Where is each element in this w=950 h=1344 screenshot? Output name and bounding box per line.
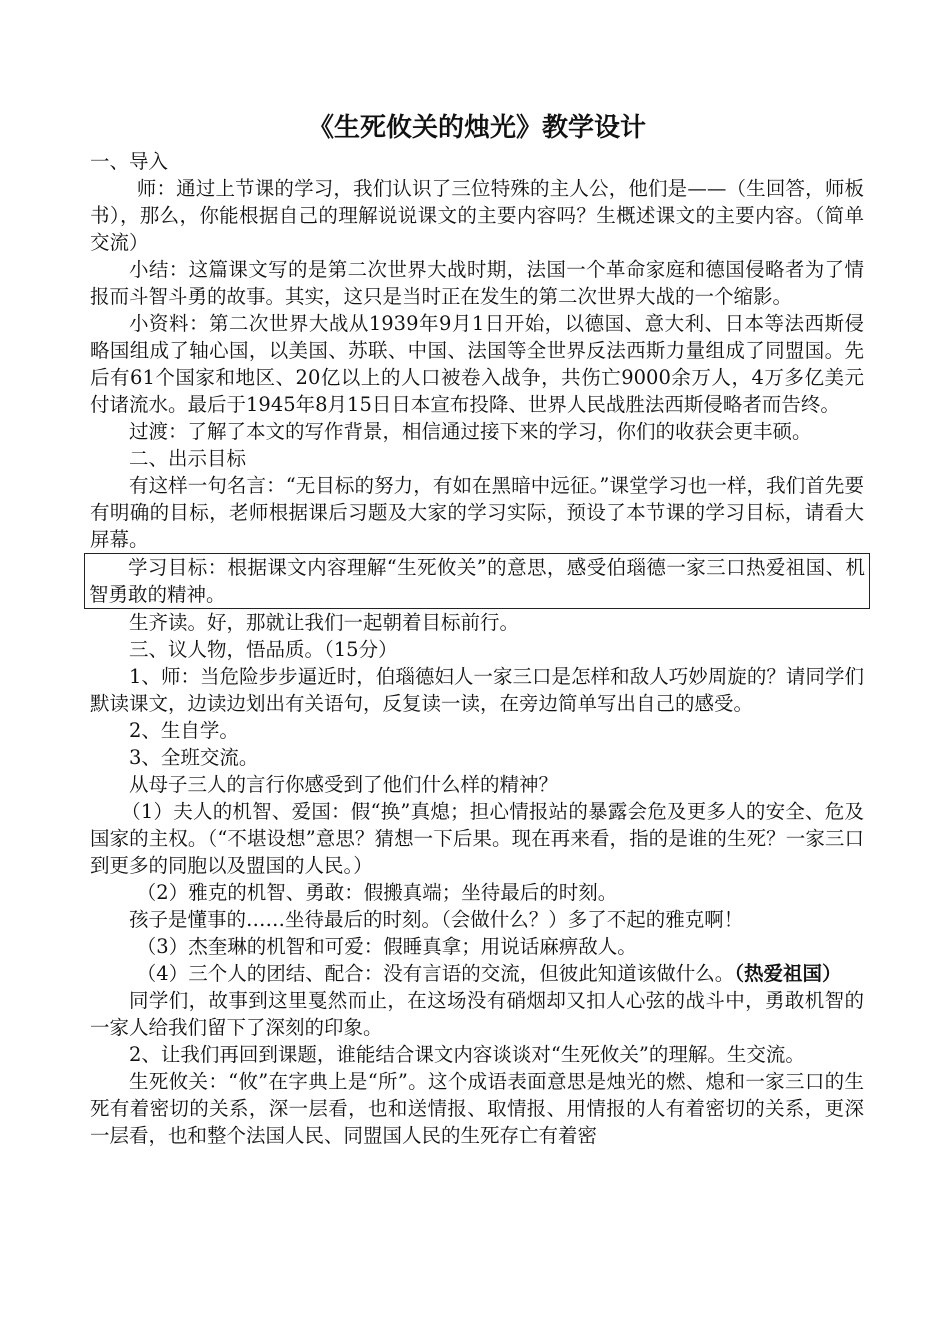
- document-title: 《生死攸关的烛光》教学设计: [307, 113, 646, 143]
- paragraph-idiom-explanation: 生死攸关：“攸”在字典上是“所”。这个成语表面意思是烛光的燃、熄和一家三口的生死有着密切的关系，深一层看，也和送情报、取情报、用情报的人有着密切的关系，更深一层看，也和整个法国人民、同盟国人民的生死存亡有着密: [90, 1070, 864, 1147]
- paragraph-point-1: （1）夫人的机智、爱国：假“换”真熄；担心情报站的暴露会危及更多人的安全、危及国家的主权。（“不堪设想”意思？猜想一下后果。现在再来看，指的是谁的生死？一家三口到更多的同胞以及盟国的人民。）: [90, 800, 864, 877]
- document-page: [90, 108, 864, 1149]
- paragraph-step-1: 1、师：当危险步步逼近时，伯瑙德妇人一家三口是怎样和敌人巧妙周旋的？请同学们默读课文，边读边划出有关语句，反复读一读，在旁边简单写出自己的感受。: [90, 665, 864, 715]
- paragraph-point-4: [90, 960, 864, 987]
- paragraph-quote: 有这样一句名言：“无目标的努力，有如在黑暗中远征。”课堂学习也一样，我们首先要有明确的目标，老师根据课后习题及大家的学习实际，预设了本节课的学习目标，请看大屏幕。: [90, 474, 864, 551]
- paragraph-point-2-note: 孩子是懂事的……坐待最后的时刻。（会做什么？）多了不起的雅克啊！: [129, 908, 744, 931]
- paragraph-transition: 过渡：了解了本文的写作背景，相信通过接下来的学习，你们的收获会更丰硕。: [129, 420, 812, 443]
- paragraph-read-together: 生齐读。好，那就让我们一起朝着目标前行。: [129, 611, 520, 634]
- paragraph-point-2: （2）雅克的机智、勇敢：假搬真端；坐待最后的时刻。: [136, 881, 618, 904]
- bold-note: （热爱祖国）: [734, 962, 842, 985]
- section-heading-goals: 二、出示目标: [129, 447, 247, 470]
- paragraph-summary: 小结：这篇课文写的是第二次世界大战时期，法国一个革命家庭和德国侵略者为了情报而斗智斗勇的故事。其实，这只是当时正在发生的第二次世界大战的一个缩影。: [90, 258, 864, 308]
- paragraph-background-info: 小资料：第二次世界大战从1939年9月1日开始，以德国、意大利、日本等法西斯侵略国组成了轴心国，以美国、苏联、中国、法国等全世界反法西斯力量组成了同盟国。先后有61个国家和地区、20亿以上的人口被卷入战争，共伤亡9000余万人，4万多亿美元付诸流水。最后于1945年8月15日日本宣布投降、世界人民战胜法西斯侵略者而告终。: [90, 312, 864, 416]
- paragraph-point-4-text: （4）三个人的团结、配合：没有言语的交流，但彼此知道该做什么。: [136, 962, 735, 985]
- paragraph-teacher-intro: 师：通过上节课的学习，我们认识了三位特殊的主人公，他们是——（生回答，师板书），那么，你能根据自己的理解说说课文的主要内容吗？生概述课文的主要内容。（简单交流）: [90, 177, 864, 254]
- section-heading-characters: 三、议人物，悟品质。（15分）: [129, 638, 398, 661]
- paragraph-conclusion: 同学们，故事到这里戛然而止，在这场没有硝烟却又扣人心弦的战斗中，勇敢机智的一家人给我们留下了深刻的印象。: [90, 989, 864, 1039]
- section-heading-intro: 一、导入: [90, 150, 169, 173]
- paragraph-title-discussion: 2、让我们再回到课题，谁能结合课文内容谈谈对“生死攸关”的理解。生交流。: [129, 1043, 805, 1066]
- paragraph-point-3: （3）杰奎琳的机智和可爱：假睡真拿；用说话麻痹敌人。: [136, 935, 637, 958]
- learning-goal-box: 学习目标：根据课文内容理解“生死攸关”的意思，感受伯瑙德一家三口热爱祖国、机智勇敢的精神。: [84, 553, 870, 609]
- paragraph-step-2: 2、生自学。: [129, 719, 239, 742]
- paragraph-step-3: 3、全班交流。: [129, 746, 259, 769]
- paragraph-question: 从母子三人的言行你感受到了他们什么样的精神？: [129, 773, 559, 796]
